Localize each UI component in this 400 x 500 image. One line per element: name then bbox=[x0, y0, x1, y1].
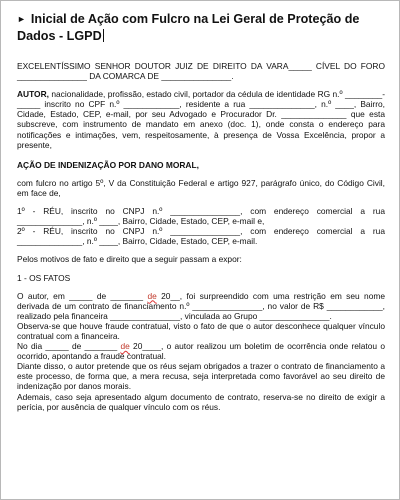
court-header: EXCELENTÍSSIMO SENHOR DOUTOR JUIZ DE DIREITO DA VARA_____ CÍVEL DO FORO _______________ DA COMARCA DE _______________. bbox=[17, 61, 385, 82]
spellcheck-word[interactable]: de bbox=[120, 341, 130, 352]
facts-p3-start: No dia _____ de _______ bbox=[17, 341, 121, 352]
facts-paragraph-5: Ademais, caso seja apresentado algum documento de contrato, reserva-se no direito de exigir a perícia, por ausência de qualquer vínculo com os réus. bbox=[17, 391, 385, 412]
action-title: AÇÃO DE INDENIZAÇÃO POR DANO MORAL, bbox=[17, 159, 199, 170]
document-title: Inicial de Ação com Fulcro na Lei Geral de Proteção de Dados - LGPD bbox=[17, 12, 360, 43]
caret-right-icon: ► bbox=[17, 14, 26, 24]
document-title-block[interactable] bbox=[17, 11, 377, 45]
defendant-2: 2º - RÉU, inscrito no CNPJ n.º _______________, com endereço comercial a rua ______________, n.º ____, Bairro, Cidade, Estado, CEP, e-mail. bbox=[17, 226, 385, 247]
autor-text: nacionalidade, profissão, estado civil, portador da cédula de identidade RG n.º ________- _____ inscrito no CPF n.º ____________, residente a rua ______________, n.º ____, Bairro, Cidade, Estado, CEP, e-mail, por seu Advogado e Procurador Dr. ______________ que esta subscreve, com instrumento de mandato em anexo (doc. 1), onde consta o endereço para notificações e intimações, vem, respeitosamente, à presença de Vossa Excelência, propor a presente, bbox=[17, 89, 385, 150]
facts-paragraph-4: Diante disso, o autor pretende que os réus sejam obrigados a trazer o contrato de financiamento a este processo, de forma que, a mera recusa, seja interpretada como favorável ao seu direito de indenização por danos morais. bbox=[17, 361, 385, 392]
facts-paragraph-1 bbox=[17, 291, 385, 321]
defendant-1: 1º - RÉU, inscrito no CNPJ n.º _______________, com endereço comercial a rua ______________, n.º ____, Bairro, Cidade, Estado, CEP, e-mail e, bbox=[17, 206, 385, 227]
reasons-intro: Pelos motivos de fato e direito que a seguir passam a expor: bbox=[17, 254, 242, 265]
facts-paragraph-2: Observa-se que houve fraude contratual, visto o fato de que o autor desconhece qualquer vínculo contratual com a financeira. bbox=[17, 320, 385, 341]
spellcheck-word[interactable]: de bbox=[147, 290, 157, 301]
autor-paragraph bbox=[17, 89, 385, 150]
document-body bbox=[17, 61, 385, 412]
facts-p1-start: O autor, em _____ de _______ bbox=[17, 290, 148, 301]
section-heading-facts: 1 - OS FATOS bbox=[17, 272, 71, 283]
text-cursor bbox=[103, 29, 104, 42]
facts-paragraph-3 bbox=[17, 341, 385, 361]
facts-p1-end: 20__, foi surpreendido com uma restrição em seu nome derivada de um contrato de financiamento n.º _______________, no valor de R$ ____________, realizado pela financeira _______________, vinculada ao Grupo _______________. bbox=[17, 290, 385, 321]
legal-basis: com fulcro no artigo 5º, V da Constituição Federal e artigo 927, parágrafo único, do Código Civil, em face de, bbox=[17, 177, 385, 198]
facts-p3-end: 20____, o autor realizou um boletim de ocorrência onde relatou o ocorrido, apontando a fraude contratual. bbox=[17, 341, 385, 362]
autor-label: AUTOR, bbox=[17, 89, 49, 100]
